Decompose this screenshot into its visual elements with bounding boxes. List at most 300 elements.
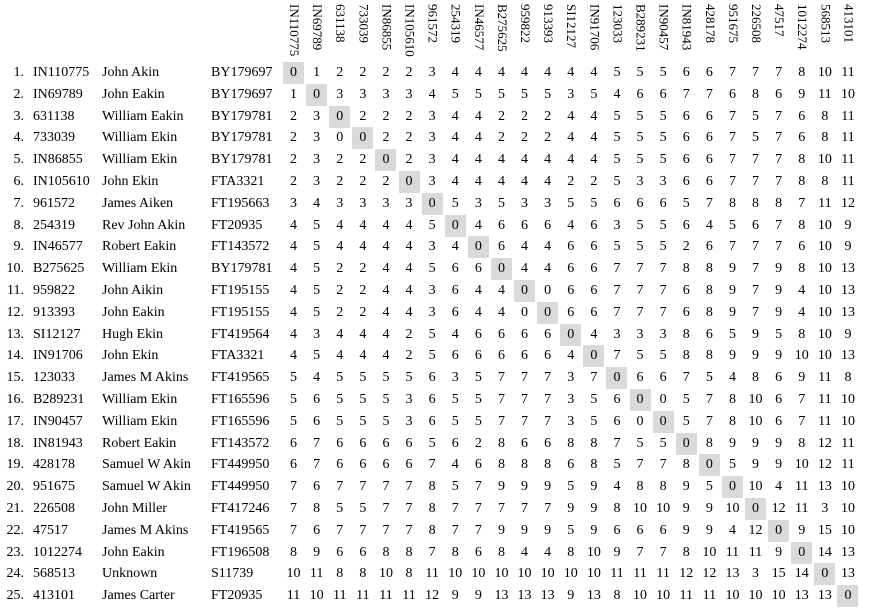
matrix-cell: 0: [560, 324, 581, 346]
row-number: 3.: [13, 108, 24, 124]
matrix-cell: 7: [728, 130, 736, 146]
matrix-cell: 8: [544, 457, 552, 473]
matrix-cell: 10: [840, 392, 855, 407]
matrix-cell: 5: [359, 392, 367, 407]
matrix-cell: 4: [521, 174, 529, 189]
matrix-cell: 0: [375, 149, 396, 171]
matrix-cell: 7: [728, 108, 736, 124]
matrix-cell: 4: [405, 283, 413, 298]
matrix-cell: 6: [659, 195, 667, 211]
matrix-cell: 8: [567, 435, 575, 451]
matrix-cell: 5: [382, 413, 390, 429]
matrix-cell: 7: [775, 130, 783, 146]
matrix-cell: 5: [659, 152, 667, 168]
matrix-cell: 3: [313, 130, 321, 146]
matrix-cell: 3: [313, 108, 321, 124]
matrix-cell: 7: [659, 457, 667, 473]
matrix-cell: 11: [725, 544, 740, 560]
matrix-cell: 9: [728, 348, 736, 364]
matrix-cell: 5: [521, 86, 529, 102]
matrix-cell: 5: [474, 370, 482, 386]
matrix-cell: 7: [636, 261, 644, 277]
matrix-cell: 6: [798, 239, 806, 255]
matrix-cell: 3: [428, 239, 436, 255]
matrix-cell: 4: [359, 217, 367, 233]
row-haplogroup: BY179697: [211, 65, 273, 80]
matrix-cell: 10: [633, 588, 648, 604]
row-haplogroup: BY179781: [211, 261, 273, 277]
matrix-cell: 4: [590, 152, 598, 168]
matrix-cell: 0: [699, 454, 720, 476]
matrix-cell: 3: [821, 501, 829, 516]
matrix-cell: 5: [613, 174, 621, 189]
matrix-cell: 4: [405, 239, 413, 255]
matrix-cell: 7: [659, 283, 667, 298]
matrix-cell: 3: [428, 108, 436, 124]
matrix-cell: 8: [659, 479, 667, 495]
matrix-cell: 6: [636, 522, 644, 538]
matrix-cell: 4: [567, 152, 575, 168]
row-name: James M Akins: [102, 370, 189, 386]
matrix-cell: 6: [382, 457, 390, 473]
matrix-cell: 10: [448, 566, 463, 582]
matrix-cell: 8: [821, 174, 829, 189]
row-number: 4.: [13, 130, 24, 146]
matrix-cell: 8: [705, 283, 713, 298]
matrix-cell: 3: [382, 86, 390, 102]
matrix-cell: 2: [682, 239, 690, 255]
matrix-cell: 4: [567, 108, 575, 124]
matrix-cell: 7: [752, 283, 760, 298]
row-kit-id: B289231: [33, 392, 85, 407]
matrix-cell: 5: [497, 195, 505, 211]
matrix-cell: 9: [844, 239, 852, 255]
row-number: 13.: [6, 326, 24, 342]
row-number: 9.: [13, 239, 24, 255]
matrix-cell: 0: [659, 392, 667, 407]
matrix-cell: 5: [359, 370, 367, 386]
matrix-cell: 3: [405, 392, 413, 407]
matrix-cell: 6: [590, 283, 598, 298]
matrix-cell: 3: [567, 86, 575, 102]
matrix-cell: 2: [521, 108, 529, 124]
matrix-cell: 2: [382, 65, 390, 80]
row-name: Hugh Ekin: [102, 326, 164, 342]
matrix-cell: 7: [775, 174, 783, 189]
matrix-cell: 7: [636, 457, 644, 473]
matrix-cell: 7: [497, 392, 505, 407]
matrix-cell: 6: [405, 457, 413, 473]
matrix-cell: 7: [382, 522, 390, 538]
row-haplogroup: FT195155: [211, 283, 270, 298]
matrix-cell: 5: [636, 152, 644, 168]
matrix-cell: 4: [382, 304, 390, 320]
matrix-cell: 9: [798, 86, 806, 102]
matrix-cell: 3: [405, 195, 413, 211]
matrix-cell: 7: [474, 501, 482, 516]
matrix-cell: 6: [590, 304, 598, 320]
row-kit-id: IN81943: [33, 435, 83, 451]
row-kit-id: 733039: [33, 130, 75, 146]
row-kit-id: IN91706: [33, 348, 83, 364]
matrix-cell: 2: [290, 152, 298, 168]
matrix-cell: 6: [659, 522, 667, 538]
matrix-cell: 6: [798, 108, 806, 124]
matrix-cell: 6: [682, 283, 690, 298]
matrix-cell: 4: [613, 479, 621, 495]
matrix-cell: 3: [544, 195, 552, 211]
matrix-cell: 10: [817, 304, 832, 320]
matrix-cell: 10: [817, 326, 832, 342]
matrix-cell: 4: [451, 174, 459, 189]
matrix-cell: 10: [286, 566, 301, 582]
matrix-cell: 2: [405, 326, 413, 342]
matrix-cell: 6: [474, 261, 482, 277]
matrix-cell: 10: [656, 588, 671, 604]
matrix-cell: 8: [613, 501, 621, 516]
matrix-cell: 8: [705, 304, 713, 320]
matrix-cell: 5: [659, 435, 667, 451]
matrix-cell: 2: [382, 174, 390, 189]
matrix-cell: 5: [382, 370, 390, 386]
column-header-label: 733039: [356, 4, 372, 43]
matrix-cell: 4: [544, 239, 552, 255]
row-kit-id: IN90457: [33, 413, 83, 429]
matrix-cell: 6: [613, 195, 621, 211]
matrix-cell: 2: [336, 174, 344, 189]
matrix-cell: 6: [359, 544, 367, 560]
matrix-cell: 11: [818, 370, 832, 386]
matrix-cell: 4: [590, 108, 598, 124]
column-header-413101: [837, 4, 859, 62]
matrix-cell: 2: [359, 261, 367, 277]
matrix-cell: 5: [451, 86, 459, 102]
matrix-cell: 3: [359, 195, 367, 211]
matrix-cell: 4: [474, 174, 482, 189]
matrix-cell: 9: [590, 501, 598, 516]
matrix-cell: 5: [659, 65, 667, 80]
column-header-label: 226508: [749, 4, 764, 43]
row-number: 11.: [7, 283, 24, 298]
matrix-cell: 6: [451, 348, 459, 364]
column-header-label: 959822: [518, 4, 533, 43]
matrix-cell: 3: [382, 195, 390, 211]
matrix-cell: 7: [775, 239, 783, 255]
matrix-cell: 0: [352, 127, 373, 149]
matrix-cell: 5: [405, 370, 413, 386]
matrix-cell: 0: [722, 476, 743, 498]
row-haplogroup: FT417246: [211, 501, 270, 516]
matrix-cell: 6: [567, 304, 575, 320]
matrix-cell: 4: [497, 283, 505, 298]
matrix-cell: 3: [659, 326, 667, 342]
matrix-cell: 8: [821, 130, 829, 146]
matrix-cell: 11: [309, 566, 324, 582]
matrix-cell: 10: [817, 283, 832, 298]
matrix-cell: 2: [521, 130, 529, 146]
matrix-cell: 11: [332, 588, 347, 604]
matrix-cell: 6: [682, 65, 690, 80]
row-kit-id: 631138: [33, 108, 75, 124]
matrix-cell: 5: [544, 86, 552, 102]
matrix-cell: 7: [359, 479, 367, 495]
matrix-cell: 9: [775, 544, 783, 560]
matrix-cell: 6: [313, 522, 321, 538]
matrix-cell: 9: [775, 435, 783, 451]
matrix-cell: 10: [540, 566, 555, 582]
matrix-cell: 13: [817, 479, 832, 495]
row-haplogroup: FT143572: [211, 239, 270, 255]
matrix-cell: 0: [399, 171, 420, 193]
matrix-cell: 11: [841, 108, 855, 124]
column-header-label: 47517: [772, 4, 788, 37]
matrix-cell: 6: [705, 174, 713, 189]
matrix-cell: 11: [702, 588, 717, 604]
matrix-cell: 6: [428, 413, 436, 429]
matrix-cell: 6: [359, 457, 367, 473]
matrix-cell: 5: [705, 479, 713, 495]
matrix-cell: 5: [313, 304, 321, 320]
row-name: Unknown: [102, 566, 158, 582]
row-name: Rev John Akin: [102, 217, 186, 233]
matrix-cell: 8: [775, 195, 783, 211]
matrix-cell: 10: [748, 413, 763, 429]
matrix-cell: 2: [336, 304, 344, 320]
matrix-cell: 7: [613, 435, 621, 451]
row-number: 24.: [6, 566, 24, 582]
matrix-cell: 4: [405, 261, 413, 277]
matrix-cell: 0: [745, 498, 766, 520]
matrix-cell: 3: [359, 86, 367, 102]
matrix-cell: 5: [728, 217, 736, 233]
matrix-cell: 6: [451, 283, 459, 298]
matrix-cell: 3: [659, 174, 667, 189]
matrix-cell: 2: [405, 348, 413, 364]
matrix-cell: 10: [702, 544, 717, 560]
matrix-cell: 4: [521, 65, 529, 80]
matrix-cell: 6: [544, 217, 552, 233]
matrix-cell: 4: [336, 348, 344, 364]
matrix-cell: 4: [382, 283, 390, 298]
row-kit-id: 123033: [33, 370, 75, 386]
matrix-cell: 4: [497, 174, 505, 189]
column-header-226508: [745, 4, 767, 62]
matrix-cell: 6: [682, 174, 690, 189]
matrix-cell: 4: [290, 283, 298, 298]
matrix-cell: 12: [425, 588, 440, 604]
matrix-cell: 4: [474, 65, 482, 80]
row-kit-id: IN46577: [33, 239, 83, 255]
matrix-cell: 8: [451, 544, 459, 560]
row-name: William Ekin: [102, 130, 178, 146]
matrix-cell: 7: [613, 283, 621, 298]
matrix-cell: 7: [290, 522, 298, 538]
matrix-cell: 7: [544, 413, 552, 429]
matrix-cell: 8: [705, 435, 713, 451]
matrix-cell: 5: [336, 392, 344, 407]
matrix-cell: 6: [613, 522, 621, 538]
column-header-label: 254319: [448, 4, 464, 43]
matrix-cell: 8: [844, 370, 852, 386]
matrix-cell: 6: [497, 348, 505, 364]
matrix-cell: 8: [497, 457, 505, 473]
matrix-cell: 4: [544, 152, 552, 168]
matrix-cell: 7: [613, 348, 621, 364]
matrix-cell: 4: [474, 217, 482, 233]
matrix-cell: 9: [728, 435, 736, 451]
matrix-cell: 6: [544, 326, 552, 342]
matrix-cell: 5: [428, 348, 436, 364]
column-header-IN46577: [468, 4, 490, 62]
matrix-cell: 4: [544, 174, 552, 189]
matrix-cell: 12: [817, 457, 832, 473]
matrix-cell: 4: [290, 217, 298, 233]
matrix-cell: 5: [659, 130, 667, 146]
matrix-cell: 13: [817, 588, 832, 604]
matrix-cell: 9: [752, 348, 760, 364]
matrix-cell: 8: [798, 174, 806, 189]
matrix-cell: 7: [775, 217, 783, 233]
matrix-cell: 5: [336, 370, 344, 386]
matrix-cell: 0: [422, 193, 443, 215]
matrix-cell: 11: [841, 435, 855, 451]
matrix-cell: 7: [682, 86, 690, 102]
matrix-cell: 5: [290, 370, 298, 386]
matrix-cell: 2: [474, 435, 482, 451]
matrix-cell: 8: [521, 457, 529, 473]
matrix-cell: 6: [521, 435, 529, 451]
matrix-cell: 7: [521, 501, 529, 516]
matrix-cell: 8: [290, 544, 298, 560]
column-header-IN86855: [375, 4, 397, 62]
matrix-cell: 4: [544, 544, 552, 560]
matrix-cell: 13: [840, 348, 855, 364]
row-haplogroup: FT419564: [211, 326, 270, 342]
column-header-label: 913393: [541, 4, 557, 43]
matrix-cell: 6: [521, 348, 529, 364]
row-haplogroup: FT195155: [211, 304, 270, 320]
matrix-cell: 6: [613, 392, 621, 407]
matrix-cell: 11: [818, 392, 832, 407]
matrix-cell: 6: [775, 86, 783, 102]
matrix-cell: 3: [405, 413, 413, 429]
matrix-cell: 9: [705, 501, 713, 516]
column-header-IN110775: [283, 4, 305, 62]
matrix-cell: 2: [290, 174, 298, 189]
matrix-cell: 7: [798, 195, 806, 211]
matrix-cell: 9: [752, 435, 760, 451]
column-header-label: IN110775: [287, 4, 302, 57]
matrix-cell: 1: [313, 65, 321, 80]
matrix-cell: 2: [336, 65, 344, 80]
matrix-cell: 5: [728, 457, 736, 473]
row-name: William Ekin: [102, 392, 178, 407]
matrix-cell: 6: [682, 217, 690, 233]
matrix-cell: 6: [382, 435, 390, 451]
matrix-cell: 7: [521, 413, 529, 429]
matrix-cell: 4: [382, 239, 390, 255]
matrix-cell: 10: [725, 588, 740, 604]
matrix-cell: 6: [474, 348, 482, 364]
matrix-cell: 2: [290, 130, 298, 146]
matrix-cell: 12: [679, 566, 694, 582]
column-header-label: IN91706: [587, 4, 603, 51]
matrix-cell: 11: [656, 566, 670, 582]
row-haplogroup: FT196508: [211, 544, 270, 560]
matrix-cell: 3: [752, 566, 760, 582]
matrix-cell: 3: [567, 370, 575, 386]
matrix-cell: 11: [379, 588, 393, 604]
matrix-cell: 5: [474, 413, 482, 429]
matrix-cell: 11: [794, 479, 809, 495]
matrix-cell: 8: [682, 326, 690, 342]
matrix-cell: 5: [428, 261, 436, 277]
matrix-cell: 6: [336, 544, 344, 560]
matrix-cell: 5: [636, 239, 644, 255]
matrix-cell: 8: [798, 152, 806, 168]
matrix-cell: 8: [821, 108, 829, 124]
row-haplogroup: BY179781: [211, 152, 273, 168]
matrix-cell: 8: [752, 195, 760, 211]
matrix-cell: 5: [613, 239, 621, 255]
matrix-cell: 11: [286, 588, 301, 604]
matrix-cell: 8: [497, 435, 505, 451]
column-header-label: B289231: [633, 4, 649, 52]
matrix-cell: 6: [705, 326, 713, 342]
matrix-cell: 7: [728, 152, 736, 168]
matrix-cell: 4: [428, 86, 436, 102]
matrix-cell: 8: [405, 544, 413, 560]
matrix-cell: 6: [544, 435, 552, 451]
row-number: 8.: [13, 217, 24, 233]
matrix-cell: 9: [567, 588, 575, 604]
matrix-cell: 14: [817, 544, 832, 560]
matrix-cell: 5: [313, 283, 321, 298]
matrix-cell: 6: [428, 370, 436, 386]
matrix-cell: 10: [794, 348, 809, 364]
matrix-cell: 5: [590, 86, 598, 102]
matrix-cell: 8: [752, 370, 760, 386]
matrix-cell: 4: [474, 152, 482, 168]
matrix-cell: 4: [590, 65, 598, 80]
matrix-cell: 8: [382, 544, 390, 560]
matrix-cell: 2: [290, 108, 298, 124]
matrix-cell: 1: [290, 86, 298, 102]
matrix-cell: 11: [818, 413, 832, 429]
matrix-cell: 5: [613, 65, 621, 80]
matrix-cell: 5: [290, 392, 298, 407]
matrix-cell: 4: [382, 217, 390, 233]
matrix-cell: 3: [613, 217, 621, 233]
matrix-cell: 7: [728, 239, 736, 255]
matrix-cell: 4: [382, 348, 390, 364]
column-header-254319: [445, 4, 467, 62]
matrix-cell: 0: [583, 345, 604, 367]
matrix-cell: 4: [359, 239, 367, 255]
matrix-cell: 9: [775, 261, 783, 277]
matrix-cell: 5: [659, 239, 667, 255]
column-header-428178: [699, 4, 721, 62]
matrix-cell: 6: [659, 86, 667, 102]
matrix-cell: 5: [428, 326, 436, 342]
row-name: John Eakin: [102, 304, 165, 320]
column-header-label: IN86855: [379, 4, 395, 51]
matrix-cell: 7: [313, 435, 321, 451]
matrix-cell: 5: [359, 413, 367, 429]
matrix-cell: 6: [405, 435, 413, 451]
matrix-cell: 5: [682, 392, 690, 407]
matrix-cell: 4: [497, 152, 505, 168]
